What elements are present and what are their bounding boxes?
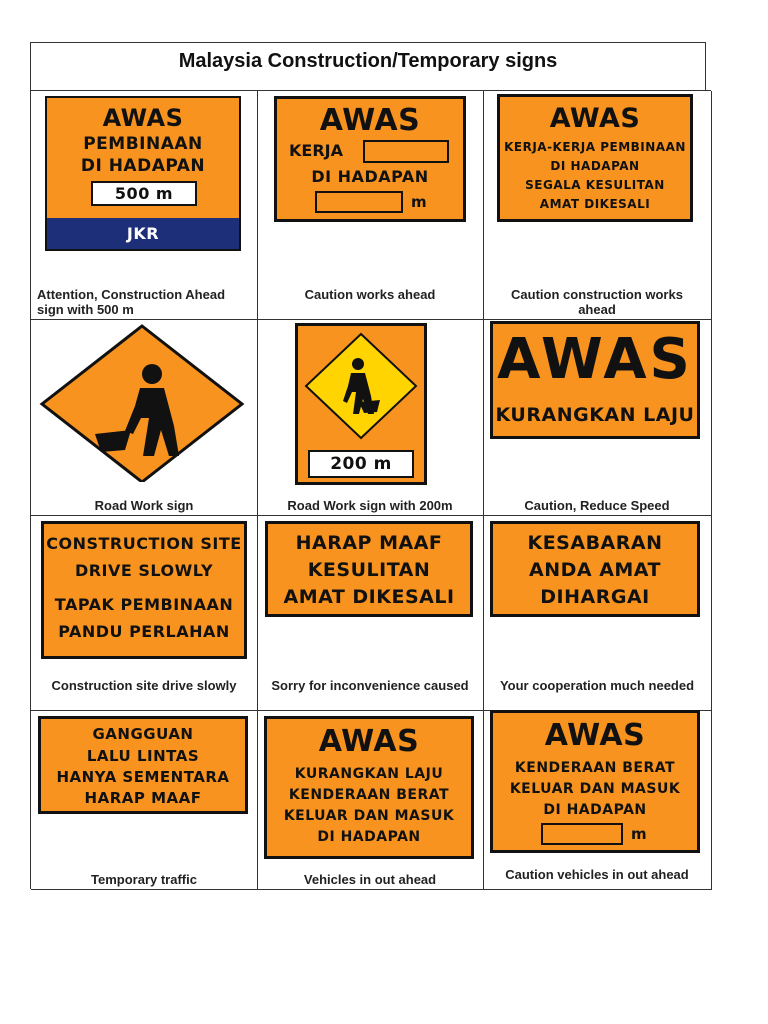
table-cell [483,91,712,320]
title-box [30,42,706,90]
sign-caption: Sorry for inconvenience caused [271,678,469,693]
blank-plate [541,823,623,845]
sign-text: KURANGKAN LAJU [495,404,695,426]
sign-text: AMAT DIKESALI [283,586,455,608]
sign-text: AWAS [544,718,646,753]
table-cell [257,91,484,320]
table-cell [483,515,712,711]
sign-text: DI HADAPAN [550,159,640,173]
sign-construction-site [41,521,247,659]
table-cell [257,319,484,516]
distance-plate [308,450,414,478]
road-work-200m-sign [295,323,427,485]
sign-text: DRIVE SLOWLY [74,561,214,580]
sign-text: KESABARAN [527,532,663,554]
sign-text: KURANGKAN LAJU [294,766,444,782]
sign-caption: Caution, Reduce Speed [524,498,670,513]
table-cell [257,710,484,890]
sign-text: SEGALA KESULITAN [525,178,665,192]
unit-text: m [631,825,647,843]
sign-harap-maaf [265,521,473,617]
sign-text: KENDERAAN BERAT [288,787,450,803]
distance-text: 500 m [114,184,174,203]
sign-caption: Caution works ahead [304,287,436,302]
sign-awas-pembinaan [45,96,241,251]
sign-caption: Road Work sign with 200m [287,498,453,513]
table-cell [483,319,712,516]
sign-text: HANYA SEMENTARA [56,768,230,786]
sign-text: TAPAK PEMBINAAN [54,595,234,614]
sign-caption: Vehicles in out ahead [303,872,437,887]
yellow-diamond [298,326,424,444]
sign-awas-kenderaan-berat [490,710,700,853]
sign-text: ANDA AMAT [529,559,661,581]
sign-text: CONSTRUCTION SITE [46,534,242,553]
sign-awas-kerja-kerja [497,94,693,222]
sign-text: AWAS [549,103,641,134]
sign-text: LALU LINTAS [86,747,200,765]
distance-plate [91,181,197,206]
sign-text: KELUAR DAN MASUK [283,808,455,824]
jkr-plate [47,218,239,249]
road-work-diamond-sign [37,322,247,482]
blank-plate [363,140,449,163]
sign-caption: Temporary traffic [91,872,197,887]
sign-kesabaran [490,521,700,617]
table-cell [31,515,258,711]
sign-text: PEMBINAAN [83,134,203,154]
sign-text: DI HADAPAN [317,829,421,845]
sign-awas-kurangkan-laju [490,321,700,439]
unit-text: m [411,193,427,211]
sign-text: DI HADAPAN [311,167,429,186]
sign-caption: Attention, Construction Ahead sign with 500 m [37,287,226,317]
sign-awas-kerja [274,96,466,222]
table-cell [31,710,258,890]
sign-caption: Caution vehicles in out ahead [505,867,689,882]
table-cell [257,515,484,711]
sign-caption: Caution construction works ahead [511,287,683,317]
sign-text: HARAP MAAF [84,789,202,807]
blank-plate [315,191,403,213]
sign-text: AWAS [102,104,184,132]
distance-text: 200 m [330,454,392,474]
page-title: Malaysia Construction/Temporary signs [178,50,558,72]
sign-gangguan [38,716,248,814]
sign-text: AWAS [497,327,693,392]
sign-text: AWAS [318,724,420,759]
sign-awas-kurangkan-laju-kenderaan [264,716,474,859]
table-cell [31,91,258,320]
sign-text: DI HADAPAN [543,802,647,818]
table-cell [31,319,258,516]
sign-text: DIHARGAI [540,586,650,608]
sign-text: KELUAR DAN MASUK [509,781,681,797]
sign-caption: Construction site drive slowly [51,678,237,693]
sign-text: KERJA [289,141,343,160]
sign-text: AWAS [319,103,421,138]
sign-text: KESULITAN [307,559,431,581]
jkr-text: JKR [126,224,160,243]
sign-text: HARAP MAAF [295,532,443,554]
sign-text: DI HADAPAN [80,156,206,176]
sign-caption: Your cooperation much needed [499,678,695,693]
sign-text: GANGGUAN [92,725,194,743]
sign-text: KENDERAAN BERAT [514,760,676,776]
table-cell [483,710,712,890]
sign-text: KERJA-KERJA PEMBINAAN [504,140,686,154]
sign-text: AMAT DIKESALI [539,197,651,211]
sign-text: PANDU PERLAHAN [58,622,230,641]
sign-caption: Road Work sign [94,498,194,513]
signs-table [30,90,711,889]
